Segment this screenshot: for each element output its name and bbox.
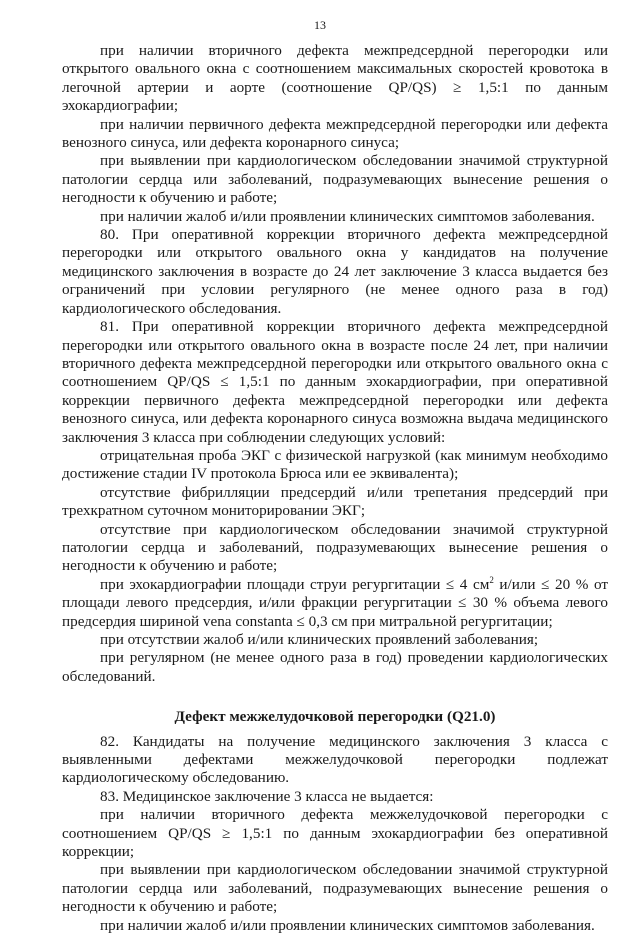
document-body bbox=[62, 42, 608, 935]
echo-text-start: при эхокардиографии площади струи регургитации ≤ 4 см bbox=[100, 575, 490, 593]
section-heading: Дефект межжелудочковой перегородки (Q21.0) bbox=[174, 708, 496, 726]
condition-paragraph: при выявлении при кардиологическом обследовании значимой структурной патологии сердца или заболеваний, подразумевающих вынесение решения о негодности к обучению и работе; bbox=[62, 861, 608, 916]
echo-condition-paragraph bbox=[62, 576, 608, 631]
paragraph: при наличии первичного дефекта межпредсердной перегородки или дефекта венозного синуса, или дефекта коронарного синуса; bbox=[62, 115, 608, 152]
condition-paragraph: отсутствие при кардиологическом обследовании значимой структурной патологии сердца и заболеваний, подразумевающих вынесение решения о негодности к обучению и работе; bbox=[62, 520, 608, 575]
paragraph-item-81: 81. При оперативной коррекции вторичного дефекта межпредсердной перегородки или открытого овального окна в возрасте после 24 лет, при наличии вторичного дефекта межпредсердной перегородки или открытого овального окна с соотношением QP/QS ≤ 1,5:1 по данным эхокардиографии, при оперативной коррекции первичного дефекта межпредсердной перегородки или дефекта венозного синуса, или дефекта коронарного синуса возможна выдача медицинского заключения 3 класса при соблюдении следующих условий: bbox=[62, 318, 608, 446]
paragraph-item-83: 83. Медицинское заключение 3 класса не выдается: bbox=[100, 787, 434, 805]
superscript: 2 bbox=[489, 574, 494, 585]
paragraph: при наличии жалоб и/или проявлении клинических симптомов заболевания. bbox=[100, 207, 595, 225]
echo-text-end: и/или ≤ 20 % от площади левого предсердия, и/или фракции регургитации ≤ 30 % объема левого предсердия шириной vena constanta ≤ 0,3 см при митральной регургитации; bbox=[62, 575, 608, 630]
paragraph: при наличии вторичного дефекта межпредсердной перегородки или открытого овального окна с соотношением максимальных скоростей кровотока в легочной артерии и аорте (соотношение QP/QS) ≥ 1,5:1 по данным эхокардиографии; bbox=[62, 42, 608, 115]
paragraph: при выявлении при кардиологическом обследовании значимой структурной патологии сердца или заболеваний, подразумевающих вынесение решения о негодности к обучению и работе; bbox=[62, 152, 608, 207]
page-number: 13 bbox=[314, 18, 326, 32]
condition-paragraph: при регулярном (не менее одного раза в год) проведении кардиологических обследований. bbox=[62, 649, 608, 685]
condition-paragraph: отсутствие фибрилляции предсердий и/или трепетания предсердий при трехкратном суточном мониторировании ЭКГ; bbox=[62, 483, 608, 520]
paragraph-item-80: 80. При оперативной коррекции вторичного дефекта межпредсердной перегородки или открытого овального окна у кандидатов на получение медицинского заключения в возрасте до 24 лет заключение 3 класса выдается без ограничений при условии регулярного (не менее одного раза в год) кардиологического обследования. bbox=[62, 226, 608, 317]
paragraph-item-82: 82. Кандидаты на получение медицинского заключения 3 класса с выявленными дефектами межжелудочковой перегородки подлежат кардиологическому обследованию. bbox=[62, 732, 608, 787]
condition-paragraph: при наличии жалоб и/или проявлении клинических симптомов заболевания. bbox=[100, 916, 595, 934]
condition-paragraph: при наличии вторичного дефекта межжелудочковой перегородки с соотношением QP/QS ≥ 1,5:1 по данным эхокардиографии без оперативной коррекции; bbox=[62, 806, 608, 861]
condition-paragraph: при отсутствии жалоб и/или клинических проявлений заболевания; bbox=[100, 631, 539, 648]
condition-paragraph: отрицательная проба ЭКГ с физической нагрузкой (как минимум необходимо достижение стадии IV протокола Брюса или ее эквивалента); bbox=[62, 446, 608, 483]
